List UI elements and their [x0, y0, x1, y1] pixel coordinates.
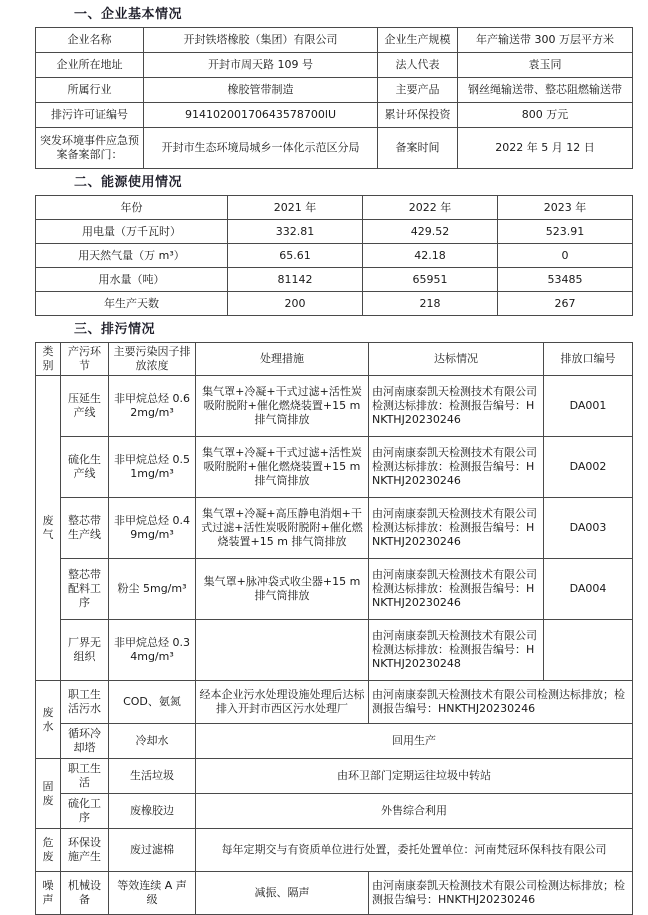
cell-compliance: 由河南康泰凯天检测技术有限公司检测达标排放：检测报告编号：HNKTHJ20230246 — [369, 498, 544, 559]
cell-value: 开封市生态环境局城乡一体化示范区分局 — [144, 128, 378, 169]
section-2-heading: 二、能源使用情况 — [74, 175, 183, 190]
cell-measure: 经本企业污水处理设施处理后达标排入开封市西区污水处理厂 — [196, 681, 369, 724]
cell-label: 企业所在地址 — [36, 53, 144, 78]
cell-value: 钢丝绳输送带、整芯阻燃输送带 — [458, 78, 633, 103]
column-header-outlet: 排放口编号 — [544, 343, 633, 376]
cell-outlet: DA003 — [544, 498, 633, 559]
cell-process: 压延生产线 — [61, 376, 109, 437]
table-row — [36, 78, 633, 103]
cell-factor: 非甲烷总烃 0.49mg/m³ — [109, 498, 196, 559]
cell-compliance: 由河南康泰凯天检测技术有限公司检测达标排放：检测报告编号：HNKTHJ20230246 — [369, 437, 544, 498]
cell-label: 排污许可证编号 — [36, 103, 144, 128]
table-row — [36, 498, 633, 559]
column-header: 2022 年 — [363, 196, 498, 220]
cell-measure: 回用生产 — [196, 724, 633, 759]
cell-process: 硫化生产线 — [61, 437, 109, 498]
cell-category: 固废 — [36, 759, 61, 829]
cell-measure: 减振、隔声 — [196, 872, 369, 915]
cell-outlet: DA004 — [544, 559, 633, 620]
table-row — [36, 559, 633, 620]
cell-measure: 每年定期交与有资质单位进行处置，委托处置单位：河南梵冠环保科技有限公司 — [196, 829, 633, 872]
column-header-category: 类别 — [36, 343, 61, 376]
cell-factor: 非甲烷总烃 0.34mg/m³ — [109, 620, 196, 681]
cell-value: 267 — [498, 292, 633, 316]
discharge-table — [35, 342, 633, 915]
cell-label: 用水量（吨） — [36, 268, 228, 292]
cell-measure: 外售综合利用 — [196, 794, 633, 829]
table-row — [36, 759, 633, 794]
cell-process: 厂界无组织 — [61, 620, 109, 681]
cell-measure: 集气罩+冷凝+干式过滤+活性炭吸附脱附+催化燃烧装置+15 m 排气筒排放 — [196, 376, 369, 437]
cell-factor: 冷却水 — [109, 724, 196, 759]
table-row — [36, 376, 633, 437]
table-row — [36, 28, 633, 53]
cell-value: 200 — [228, 292, 363, 316]
cell-value: 年产输送带 300 万层平方米 — [458, 28, 633, 53]
cell-value: 42.18 — [363, 244, 498, 268]
cell-value: 袁玉同 — [458, 53, 633, 78]
cell-label: 企业名称 — [36, 28, 144, 53]
cell-compliance: 由河南康泰凯天检测技术有限公司检测达标排放；检测报告编号：HNKTHJ20230246 — [369, 872, 633, 915]
table-row — [36, 872, 633, 915]
cell-value: 65.61 — [228, 244, 363, 268]
cell-value: 218 — [363, 292, 498, 316]
cell-process: 机械设备 — [61, 872, 109, 915]
table-row — [36, 128, 633, 169]
column-header-compliance: 达标情况 — [369, 343, 544, 376]
cell-measure: 集气罩+脉冲袋式收尘器+15 m 排气筒排放 — [196, 559, 369, 620]
cell-compliance: 由河南康泰凯天检测技术有限公司检测达标排放：检测报告编号：HNKTHJ20230246 — [369, 376, 544, 437]
cell-factor: 生活垃圾 — [109, 759, 196, 794]
cell-label: 用天然气量（万 m³） — [36, 244, 228, 268]
cell-factor: 废过滤棉 — [109, 829, 196, 872]
cell-process: 职工生活 — [61, 759, 109, 794]
cell-factor: 等效连续 A 声级 — [109, 872, 196, 915]
cell-factor: COD、氨氮 — [109, 681, 196, 724]
table-row — [36, 292, 633, 316]
cell-value: 91410200170643578700lU — [144, 103, 378, 128]
cell-process: 环保设施产生 — [61, 829, 109, 872]
table-row — [36, 53, 633, 78]
cell-value: 2022 年 5 月 12 日 — [458, 128, 633, 169]
energy-usage-table — [35, 195, 633, 316]
cell-value: 81142 — [228, 268, 363, 292]
basic-info-table — [35, 27, 633, 169]
cell-category: 危废 — [36, 829, 61, 872]
cell-measure: 由环卫部门定期运往垃圾中转站 — [196, 759, 633, 794]
cell-process: 整芯带配料工序 — [61, 559, 109, 620]
cell-value: 65951 — [363, 268, 498, 292]
table-header-row — [36, 343, 633, 376]
section-1-heading: 一、企业基本情况 — [74, 7, 183, 22]
cell-measure: 集气罩+冷凝+高压静电消烟+干式过滤+活性炭吸附脱附+催化燃烧装置+15 m 排气筒排放 — [196, 498, 369, 559]
cell-label: 突发环境事件应急预案备案部门： — [36, 128, 144, 169]
cell-value: 800 万元 — [458, 103, 633, 128]
column-header-factor: 主要污染因子排放浓度 — [109, 343, 196, 376]
cell-outlet — [544, 620, 633, 681]
cell-value: 523.91 — [498, 220, 633, 244]
column-header-process: 产污环节 — [61, 343, 109, 376]
cell-compliance: 由河南康泰凯天检测技术有限公司检测达标排放：检测报告编号：HNKTHJ20230246 — [369, 559, 544, 620]
cell-compliance: 由河南康泰凯天检测技术有限公司检测达标排放；检测报告编号：HNKTHJ20230246 — [369, 681, 633, 724]
table-row — [36, 220, 633, 244]
cell-process: 循环冷却塔 — [61, 724, 109, 759]
table-row — [36, 681, 633, 724]
table-row — [36, 437, 633, 498]
cell-label: 所属行业 — [36, 78, 144, 103]
cell-label: 主要产品 — [378, 78, 458, 103]
cell-value: 开封市周天路 109 号 — [144, 53, 378, 78]
section-3-heading: 三、排污情况 — [74, 322, 156, 337]
cell-outlet: DA002 — [544, 437, 633, 498]
table-row — [36, 794, 633, 829]
cell-factor: 粉尘 5mg/m³ — [109, 559, 196, 620]
cell-value: 开封铁塔橡胶（集团）有限公司 — [144, 28, 378, 53]
cell-label: 法人代表 — [378, 53, 458, 78]
cell-factor: 废橡胶边 — [109, 794, 196, 829]
table-header-row — [36, 196, 633, 220]
cell-category: 废水 — [36, 681, 61, 759]
column-header: 年份 — [36, 196, 228, 220]
cell-compliance: 由河南康泰凯天检测技术有限公司检测达标排放：检测报告编号：HNKTHJ20230248 — [369, 620, 544, 681]
column-header: 2021 年 — [228, 196, 363, 220]
cell-category: 噪声 — [36, 872, 61, 915]
cell-label: 累计环保投资 — [378, 103, 458, 128]
cell-label: 备案时间 — [378, 128, 458, 169]
table-row — [36, 724, 633, 759]
column-header: 2023 年 — [498, 196, 633, 220]
cell-label: 企业生产规模 — [378, 28, 458, 53]
cell-value: 0 — [498, 244, 633, 268]
table-row — [36, 244, 633, 268]
cell-measure: 集气罩+冷凝+干式过滤+活性炭吸附脱附+催化燃烧装置+15 m 排气筒排放 — [196, 437, 369, 498]
cell-value: 429.52 — [363, 220, 498, 244]
cell-factor: 非甲烷总烃 0.51mg/m³ — [109, 437, 196, 498]
cell-value: 橡胶管带制造 — [144, 78, 378, 103]
cell-category: 废气 — [36, 376, 61, 681]
cell-outlet: DA001 — [544, 376, 633, 437]
cell-process: 职工生活污水 — [61, 681, 109, 724]
cell-label: 年生产天数 — [36, 292, 228, 316]
table-row — [36, 620, 633, 681]
cell-factor: 非甲烷总烃 0.62mg/m³ — [109, 376, 196, 437]
cell-value: 332.81 — [228, 220, 363, 244]
column-header-measure: 处理措施 — [196, 343, 369, 376]
table-row — [36, 829, 633, 872]
cell-process: 硫化工序 — [61, 794, 109, 829]
cell-process: 整芯带生产线 — [61, 498, 109, 559]
table-row — [36, 268, 633, 292]
cell-measure — [196, 620, 369, 681]
cell-value: 53485 — [498, 268, 633, 292]
table-row — [36, 103, 633, 128]
cell-label: 用电量（万千瓦时） — [36, 220, 228, 244]
